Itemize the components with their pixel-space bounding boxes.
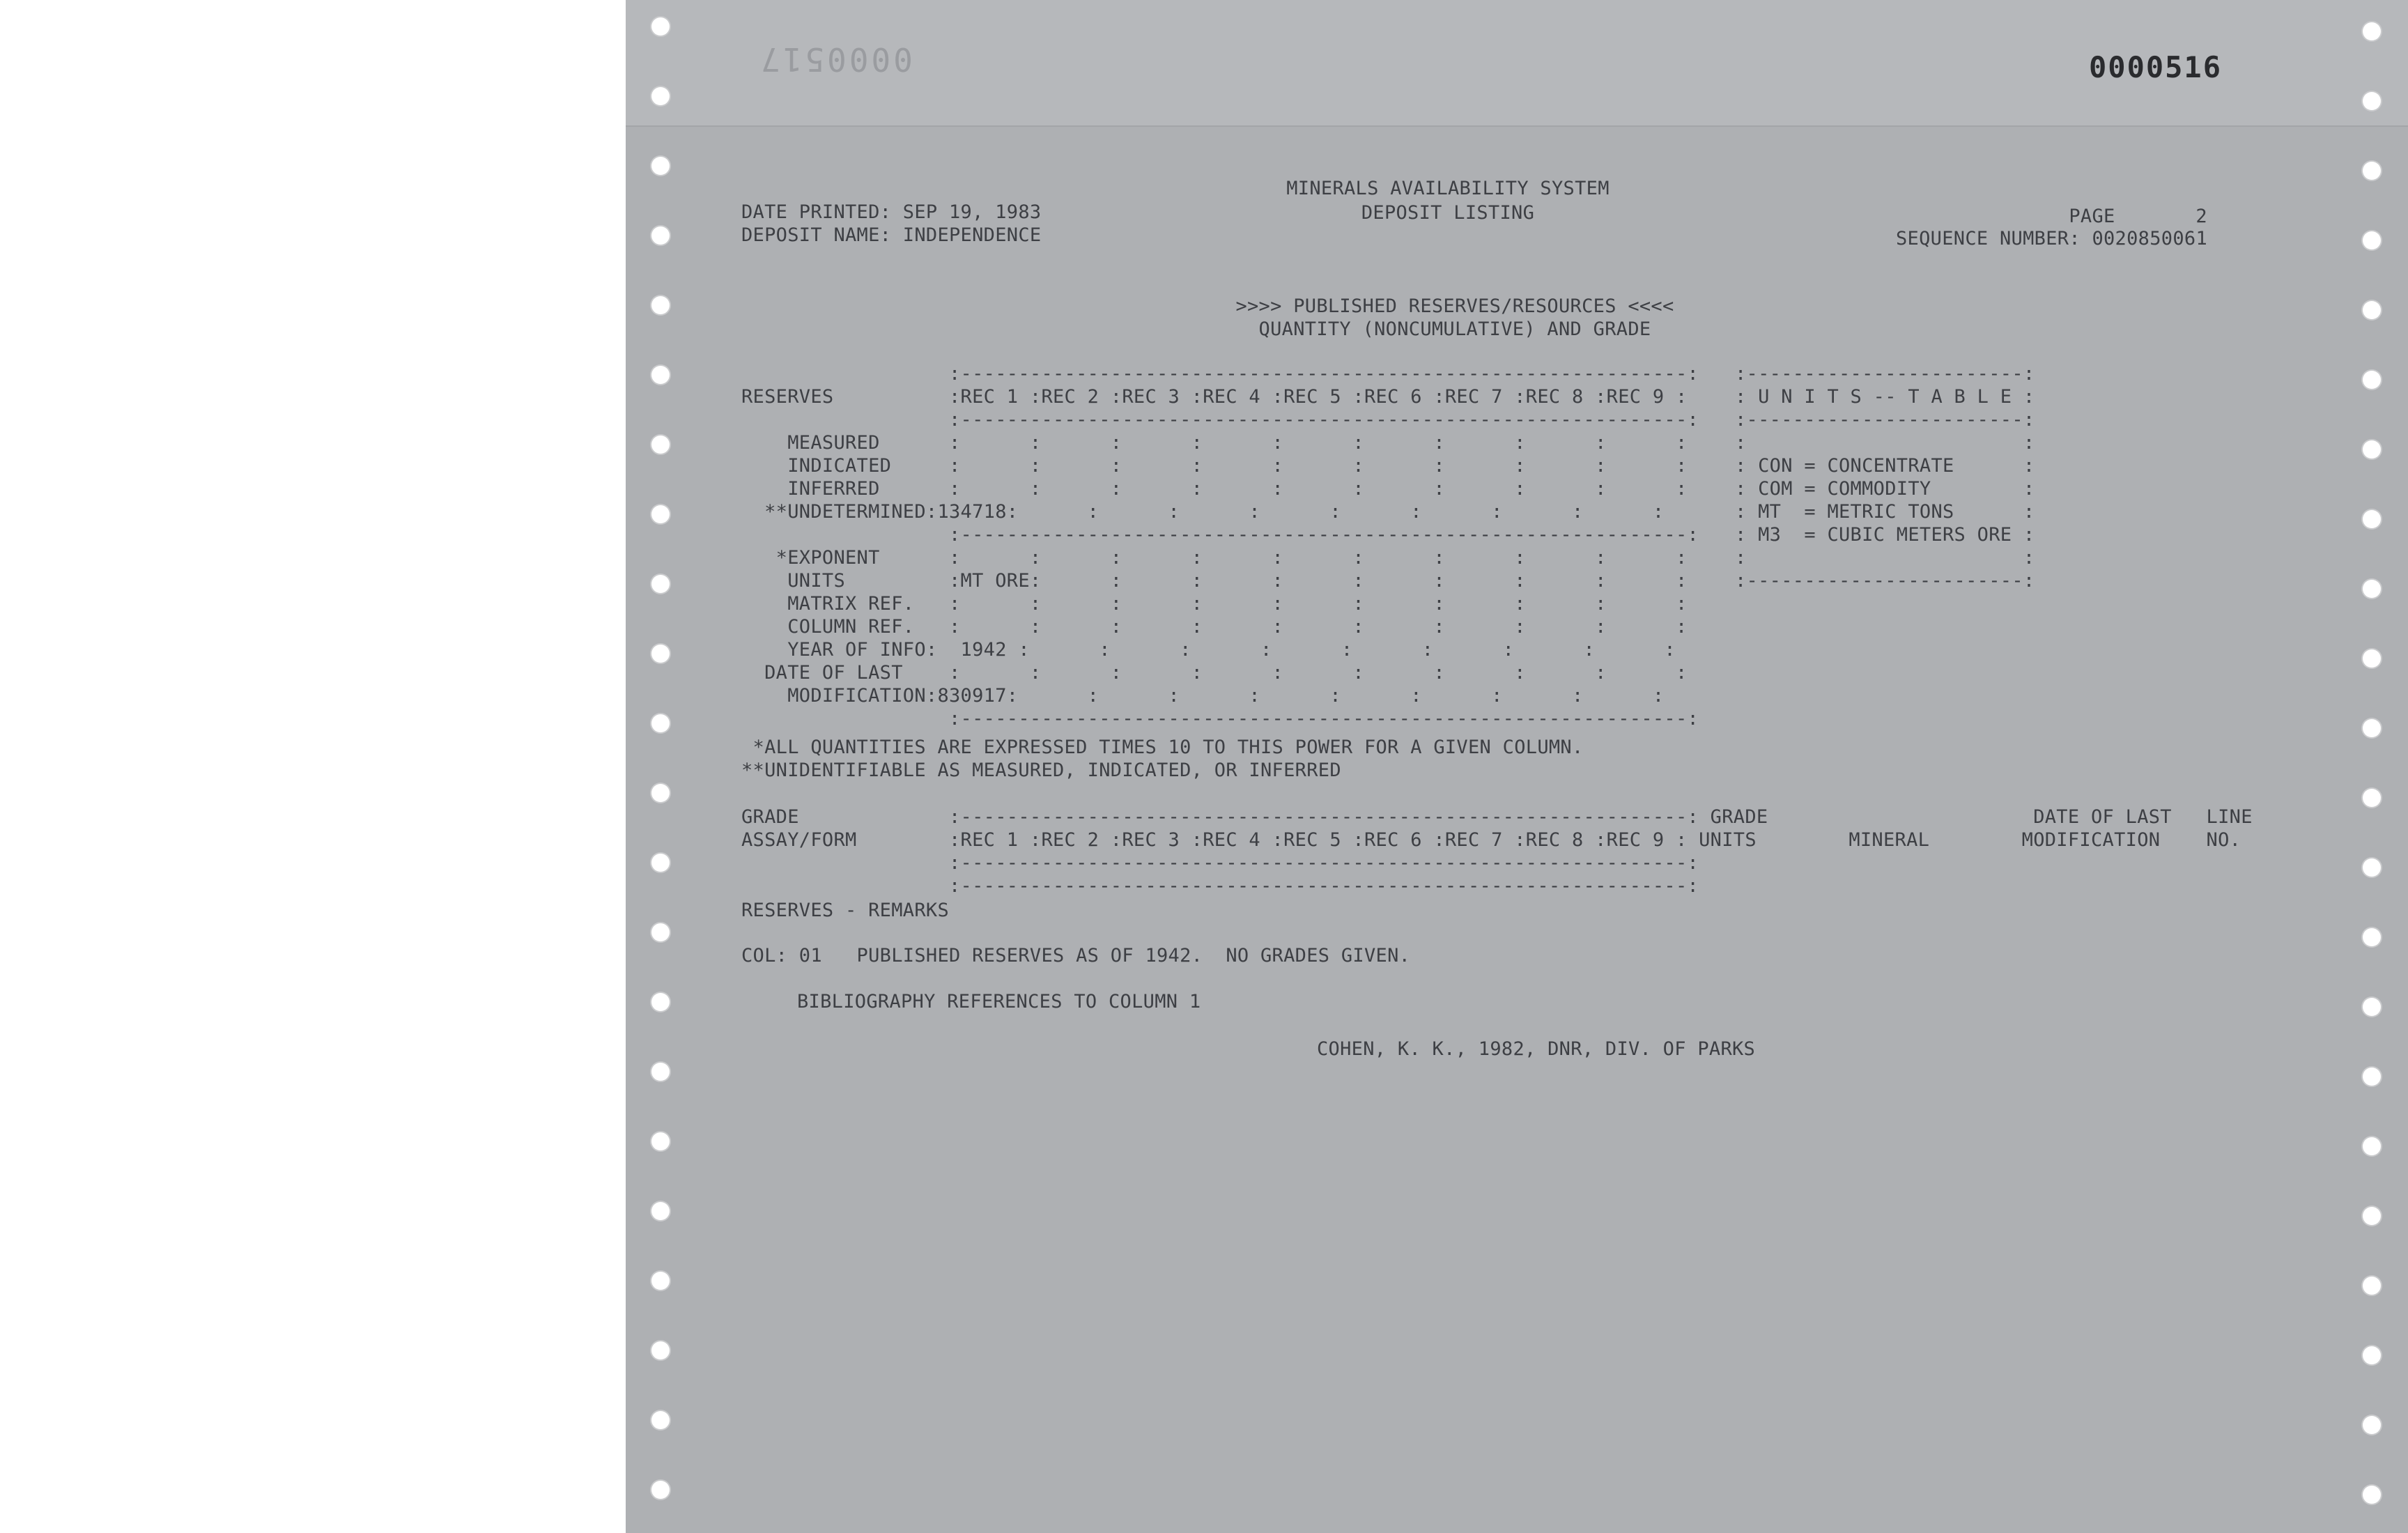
bibliography-reference: COHEN, K. K., 1982, DNR, DIV. OF PARKS — [1317, 1038, 1756, 1060]
table-row: MEASURED : : : : : : : : : : — [741, 432, 1688, 454]
tractor-hole — [2363, 1486, 2381, 1504]
units-table-border: :------------------------: — [1735, 409, 2035, 431]
tractor-hole — [2363, 371, 2381, 389]
remarks-col-line: COL: 01 PUBLISHED RESERVES AS OF 1942. NO GRADES GIVEN. — [741, 945, 1411, 966]
tractor-hole — [651, 1202, 670, 1220]
table-border: :---------------------------------------------------------------: — [741, 708, 1699, 730]
units-table-border: :------------------------: — [1735, 363, 2035, 385]
tractor-hole — [651, 157, 670, 175]
section-subtitle: QUANTITY (NONCUMULATIVE) AND GRADE — [1258, 318, 1651, 340]
bibliography-heading: BIBLIOGRAPHY REFERENCES TO COLUMN 1 — [797, 991, 1201, 1012]
undetermined-footnote: **UNIDENTIFIABLE AS MEASURED, INDICATED, OR INFERRED — [741, 760, 1341, 781]
units-table-row: : M3 = CUBIC METERS ORE : — [1735, 524, 2035, 546]
tractor-hole — [651, 784, 670, 802]
tractor-hole — [651, 505, 670, 523]
date-printed: DATE PRINTED: SEP 19, 1983 — [741, 201, 1042, 223]
table-row: MATRIX REF. : : : : : : : : : : — [741, 593, 1688, 615]
remarks-heading: RESERVES - REMARKS — [741, 900, 949, 921]
grade-table-border: :---------------------------------------------------------------: — [741, 852, 1699, 874]
units-table-title: : U N I T S -- T A B L E : — [1735, 386, 2035, 408]
tractor-hole — [2363, 510, 2381, 528]
tractor-hole — [651, 1341, 670, 1359]
tractor-hole — [2363, 301, 2381, 319]
table-header-row: RESERVES :REC 1 :REC 2 :REC 3 :REC 4 :REC 5 :REC 6 :REC 7 :REC 8 :REC 9 : — [741, 386, 1688, 408]
tractor-hole — [2363, 998, 2381, 1016]
tractor-hole — [2363, 580, 2381, 598]
tractor-hole — [2363, 162, 2381, 180]
listing-title: DEPOSIT LISTING — [1361, 202, 1535, 224]
tractor-hole — [651, 854, 670, 872]
table-border: :---------------------------------------------------------------: — [741, 409, 1699, 431]
table-row: UNITS :MT ORE: : : : : : : : : — [741, 570, 1688, 592]
tractor-hole — [651, 993, 670, 1011]
grade-table-row: GRADE :---------------------------------------------------------------: GRADE DATE OF LAST LINE — [741, 806, 2253, 828]
tractor-hole — [2363, 92, 2381, 110]
tractor-hole — [651, 17, 670, 36]
units-table-row: : : — [1735, 547, 2035, 569]
tractor-hole — [651, 87, 670, 105]
table-row: *EXPONENT : : : : : : : : : : — [741, 547, 1688, 569]
section-title: >>>> PUBLISHED RESERVES/RESOURCES <<<< — [1235, 295, 1674, 317]
tractor-hole — [2363, 231, 2381, 249]
tractor-hole — [2363, 789, 2381, 807]
tractor-hole — [651, 645, 670, 663]
deposit-name: DEPOSIT NAME: INDEPENDENCE — [741, 224, 1042, 246]
table-border: :---------------------------------------------------------------: — [741, 524, 1699, 546]
tractor-hole — [651, 714, 670, 732]
system-title: MINERALS AVAILABILITY SYSTEM — [1286, 178, 1610, 199]
sequence-number: SEQUENCE NUMBER: 0020850061 — [1896, 228, 2207, 249]
tractor-hole — [651, 1481, 670, 1499]
tractor-hole — [651, 1132, 670, 1150]
page-stamp: 0000516 — [2089, 50, 2223, 84]
page-number: PAGE 2 — [2069, 206, 2207, 227]
exponent-footnote: *ALL QUANTITIES ARE EXPRESSED TIMES 10 TO THIS POWER FOR A GIVEN COLUMN. — [741, 737, 1584, 758]
tractor-hole — [651, 1063, 670, 1081]
table-row: **UNDETERMINED:134718: : : : : : : : : — [741, 501, 1665, 523]
tractor-hole — [2363, 1346, 2381, 1364]
table-row: COLUMN REF. : : : : : : : : : : — [741, 616, 1688, 638]
tractor-hole — [651, 296, 670, 314]
tractor-hole — [651, 1411, 670, 1429]
tractor-hole — [2363, 1416, 2381, 1434]
tractor-hole — [2363, 858, 2381, 877]
tractor-hole — [2363, 928, 2381, 946]
table-border: :---------------------------------------------------------------: — [741, 363, 1699, 385]
tractor-hole — [2363, 719, 2381, 737]
units-table-row: : CON = CONCENTRATE : — [1735, 455, 2035, 477]
tractor-hole — [651, 226, 670, 245]
tractor-hole — [651, 923, 670, 941]
tractor-hole — [2363, 440, 2381, 459]
tractor-hole — [2363, 649, 2381, 668]
units-table-border: :------------------------: — [1735, 570, 2035, 592]
table-row: YEAR OF INFO: 1942 : : : : : : : : : — [741, 639, 1676, 661]
tractor-hole — [651, 1272, 670, 1290]
printout-sheet — [626, 0, 2408, 1533]
grade-table-row: ASSAY/FORM :REC 1 :REC 2 :REC 3 :REC 4 :REC 5 :REC 6 :REC 7 :REC 8 :REC 9 : UNITS MINERAL MODIFICATION NO. — [741, 829, 2241, 851]
tractor-hole — [2363, 1207, 2381, 1225]
tractor-hole — [2363, 22, 2381, 40]
tractor-hole — [2363, 1137, 2381, 1155]
table-row: INFERRED : : : : : : : : : : — [741, 478, 1688, 500]
table-row: INDICATED : : : : : : : : : : — [741, 455, 1688, 477]
tractor-hole — [2363, 1068, 2381, 1086]
grade-table-border: :---------------------------------------------------------------: — [741, 875, 1699, 897]
units-table-row: : COM = COMMODITY : — [1735, 478, 2035, 500]
tractor-hole — [2363, 1277, 2381, 1295]
units-table-row: : MT = METRIC TONS : — [1735, 501, 2035, 523]
table-row: MODIFICATION:830917: : : : : : : : : — [741, 685, 1665, 707]
units-table-row: : : — [1735, 432, 2035, 454]
ghost-page-stamp: 0000517 — [758, 40, 913, 78]
tractor-hole — [651, 436, 670, 454]
tractor-hole — [651, 366, 670, 384]
table-row: DATE OF LAST : : : : : : : : : : — [741, 662, 1688, 684]
tractor-hole — [651, 575, 670, 593]
